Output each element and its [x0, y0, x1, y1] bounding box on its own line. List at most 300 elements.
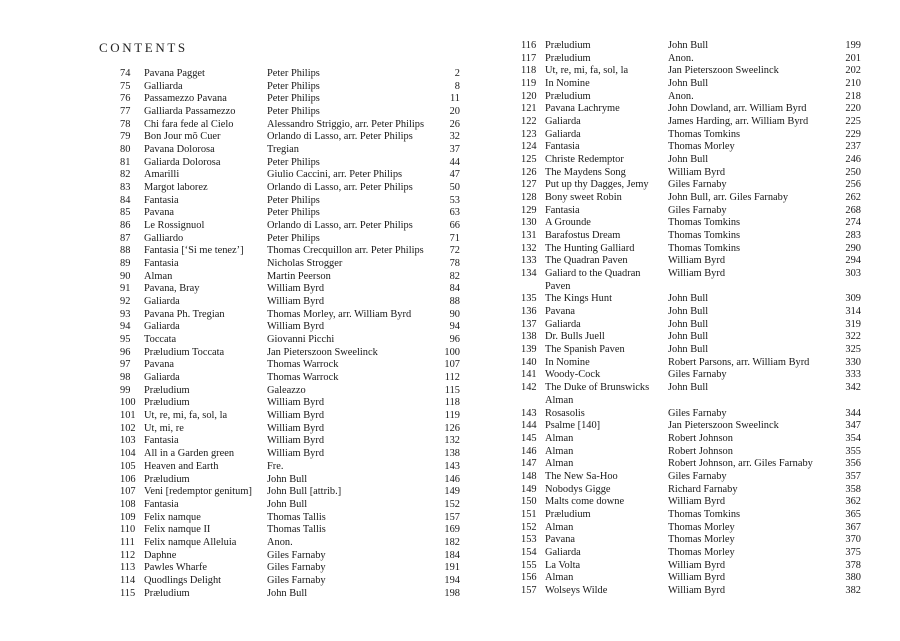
contents-entry — [120, 347, 460, 360]
entry-page: 146 — [444, 473, 460, 485]
entry-title: The Quadran Paven — [545, 255, 628, 267]
entry-page: 37 — [449, 144, 460, 156]
contents-entry — [120, 182, 460, 195]
entry-number: 76 — [120, 93, 131, 105]
entry-composer: Giles Farnaby — [267, 562, 326, 574]
entry-page: 256 — [845, 179, 861, 191]
contents-entry — [521, 230, 861, 243]
entry-title: Nobodys Gigge — [545, 483, 611, 495]
entry-page: 126 — [444, 422, 460, 434]
entry-number: 85 — [120, 207, 131, 219]
entry-number: 78 — [120, 118, 131, 130]
contents-entry — [521, 53, 861, 66]
entry-number: 119 — [521, 78, 537, 90]
entry-number: 100 — [120, 397, 136, 409]
entry-composer: Robert Parsons, arr. William Byrd — [668, 356, 810, 368]
entry-number: 103 — [120, 435, 136, 447]
entry-number: 81 — [120, 156, 131, 168]
entry-number: 77 — [120, 106, 131, 118]
entry-title: Pavana — [545, 534, 576, 546]
entry-page: 198 — [444, 587, 460, 599]
contents-entry — [120, 157, 460, 170]
entry-title: Galliarda — [144, 80, 183, 92]
entry-number: 86 — [120, 220, 131, 232]
entry-title: Fantasia — [144, 194, 179, 206]
entry-page: 358 — [845, 483, 861, 495]
contents-entry — [521, 408, 861, 421]
entry-title: Galiarda Dolorosa — [144, 156, 221, 168]
entry-page: 375 — [845, 546, 861, 558]
contents-entry — [521, 255, 861, 268]
entry-page: 157 — [444, 511, 460, 523]
entry-composer: William Byrd — [668, 166, 726, 178]
contents-entry — [521, 496, 861, 509]
entry-number: 153 — [521, 534, 537, 546]
entry-page: 107 — [444, 359, 460, 371]
entry-composer: John Bull — [668, 40, 709, 51]
entry-composer: Robert Johnson — [668, 445, 733, 457]
entry-number: 134 — [521, 268, 537, 280]
contents-entry — [120, 550, 460, 563]
contents-entry — [521, 268, 861, 293]
entry-title: Felix namque — [144, 511, 201, 523]
entry-page: 66 — [449, 220, 460, 232]
entry-page: 44 — [449, 156, 460, 168]
entry-composer: Peter Philips — [267, 194, 320, 206]
entry-composer: Thomas Warrock — [267, 372, 339, 384]
entry-number: 101 — [120, 410, 136, 422]
entry-number: 117 — [521, 52, 537, 64]
contents-entry — [521, 319, 861, 332]
entry-number: 148 — [521, 470, 537, 482]
entry-composer: Peter Philips — [267, 80, 320, 92]
entry-page: 262 — [845, 192, 861, 204]
entry-number: 125 — [521, 154, 537, 166]
entry-composer: Thomas Tomkins — [668, 508, 741, 520]
entry-composer: Martin Peerson — [267, 270, 331, 282]
entry-page: 303 — [845, 268, 861, 280]
entry-composer: William Byrd — [668, 255, 726, 267]
entry-composer: Peter Philips — [267, 93, 320, 105]
entry-page: 319 — [845, 318, 861, 330]
entry-page: 380 — [845, 572, 861, 584]
entry-page: 309 — [845, 293, 861, 305]
entry-title: Heaven and Earth — [144, 460, 219, 472]
entry-composer: Peter Philips — [267, 232, 320, 244]
contents-entry — [120, 385, 460, 398]
entry-number: 147 — [521, 458, 537, 470]
entry-composer: Tregian — [267, 144, 299, 156]
entry-title: Galiarda — [545, 318, 581, 330]
entry-number: 116 — [521, 40, 537, 51]
entry-number: 102 — [120, 422, 136, 434]
entry-number: 96 — [120, 346, 131, 358]
entry-number: 89 — [120, 258, 131, 270]
entry-page: 72 — [449, 245, 460, 257]
contents-entry — [521, 572, 861, 585]
entry-number: 156 — [521, 572, 537, 584]
entry-page: 71 — [449, 232, 460, 244]
entry-page: 382 — [845, 584, 861, 596]
entry-number: 139 — [521, 344, 537, 356]
entry-title: Galiarda — [545, 116, 581, 128]
contents-entry — [120, 537, 460, 550]
contents-entry — [120, 81, 460, 94]
entry-number: 137 — [521, 318, 537, 330]
entry-number: 131 — [521, 230, 537, 242]
entry-title: Galliardo — [144, 232, 184, 244]
entry-composer: John Bull — [668, 318, 709, 330]
contents-entry — [521, 103, 861, 116]
entry-title: The New Sa-Hoo — [545, 470, 618, 482]
contents-entry — [521, 534, 861, 547]
entry-number: 91 — [120, 283, 131, 295]
contents-entry — [521, 192, 861, 205]
entry-page: 250 — [845, 166, 861, 178]
entry-title: Bony sweet Robin — [545, 192, 622, 204]
entry-composer: Peter Philips — [267, 68, 320, 79]
entry-title: The Spanish Paven — [545, 344, 625, 356]
entry-page: 237 — [845, 141, 861, 153]
contents-entry — [120, 144, 460, 157]
entry-title: Alman — [545, 521, 574, 533]
entry-title: Præludium — [545, 52, 591, 64]
contents-entry — [120, 233, 460, 246]
entry-page: 365 — [845, 508, 861, 520]
entry-composer: Giles Farnaby — [668, 204, 727, 216]
entry-composer: Nicholas Strogger — [267, 258, 343, 270]
entry-number: 132 — [521, 242, 537, 254]
entry-title: Psalme [140] — [545, 420, 601, 432]
entry-composer: Giles Farnaby — [668, 470, 727, 482]
entry-title: Ut, mi, re — [144, 422, 184, 434]
entry-number: 133 — [521, 255, 537, 267]
entry-page: 11 — [449, 93, 460, 105]
entry-composer: Thomas Tomkins — [668, 230, 741, 242]
entry-composer: William Byrd — [267, 448, 325, 460]
entry-title: The Duke of Brunswicks Alman — [545, 382, 650, 406]
entry-page: 290 — [845, 242, 861, 254]
contents-entry — [120, 435, 460, 448]
entry-page: 342 — [845, 382, 861, 394]
entry-page: 119 — [444, 410, 460, 422]
entry-composer: Giles Farnaby — [668, 179, 727, 191]
entry-title: Pavana Lachryme — [545, 103, 620, 115]
entry-page: 63 — [449, 207, 460, 219]
entry-title: Pawles Wharfe — [144, 562, 207, 574]
entry-composer: John Bull — [668, 306, 709, 318]
entry-number: 127 — [521, 179, 537, 191]
entry-title: Passamezzo Pavana — [144, 93, 227, 105]
entry-number: 145 — [521, 432, 537, 444]
entry-composer: William Byrd — [267, 397, 325, 409]
contents-entry — [120, 499, 460, 512]
entry-composer: Thomas Morley — [668, 534, 735, 546]
entry-page: 268 — [845, 204, 861, 216]
entry-number: 118 — [521, 65, 537, 77]
entry-composer: John Bull — [267, 587, 308, 599]
entry-composer: John Bull — [668, 344, 709, 356]
entry-number: 120 — [521, 90, 537, 102]
entry-page: 220 — [845, 103, 861, 115]
entry-composer: William Byrd — [267, 283, 325, 295]
contents-entry — [521, 129, 861, 142]
contents-entry — [120, 309, 460, 322]
contents-entry — [120, 512, 460, 525]
entry-page: 115 — [444, 384, 460, 396]
entry-composer: Alessandro Striggio, arr. Peter Philips — [267, 118, 425, 130]
entry-composer: Thomas Morley, arr. William Byrd — [267, 308, 412, 320]
entry-title: Galiarda — [545, 128, 581, 140]
entry-composer: John Bull — [668, 78, 709, 90]
entry-composer: John Bull — [267, 498, 308, 510]
contents-column-right — [521, 40, 861, 598]
entry-title: Felix namque Alleluia — [144, 536, 237, 548]
entry-number: 149 — [521, 483, 537, 495]
entry-title: Christe Redemptor — [545, 154, 624, 166]
entry-composer: Orlando di Lasso, arr. Peter Philips — [267, 131, 413, 143]
entry-page: 94 — [449, 321, 460, 333]
entry-number: 107 — [120, 486, 136, 498]
entry-title: Margot laborez — [144, 182, 208, 194]
entry-title: Alman — [545, 432, 574, 444]
entry-composer: John Bull — [668, 382, 709, 394]
contents-entry — [120, 486, 460, 499]
entry-page: 314 — [845, 306, 861, 318]
entry-composer: Giulio Caccini, arr. Peter Philips — [267, 169, 403, 181]
contents-entry — [521, 205, 861, 218]
entry-composer: Jan Pieterszoon Sweelinck — [668, 420, 779, 432]
contents-entry — [120, 106, 460, 119]
entry-page: 225 — [845, 116, 861, 128]
contents-entry — [521, 420, 861, 433]
entry-title: Alman — [545, 572, 574, 584]
contents-entry — [120, 68, 460, 81]
entry-page: 90 — [449, 308, 460, 320]
entry-number: 113 — [120, 562, 136, 574]
entry-composer: Peter Philips — [267, 156, 320, 168]
entry-composer: William Byrd — [267, 321, 325, 333]
entry-title: Præludium Toccata — [144, 346, 225, 358]
entry-number: 114 — [120, 574, 136, 586]
entry-page: 357 — [845, 470, 861, 482]
entry-title: Alman — [545, 458, 574, 470]
entry-page: 218 — [845, 90, 861, 102]
entry-number: 97 — [120, 359, 131, 371]
entry-title: The Kings Hunt — [545, 293, 612, 305]
entry-number: 150 — [521, 496, 537, 508]
entry-page: 294 — [845, 255, 861, 267]
entry-number: 126 — [521, 166, 537, 178]
entry-composer: Thomas Morley — [668, 141, 735, 153]
entry-title: Galiarda — [144, 321, 180, 333]
entry-number: 83 — [120, 182, 131, 194]
contents-entry — [120, 588, 460, 601]
contents-entry — [521, 306, 861, 319]
contents-entry — [120, 169, 460, 182]
entry-number: 80 — [120, 144, 131, 156]
contents-entry — [521, 293, 861, 306]
entry-title: Pavana Pagget — [144, 68, 205, 79]
entry-page: 283 — [845, 230, 861, 242]
entry-title: A Grounde — [545, 217, 591, 229]
contents-entry — [120, 410, 460, 423]
entry-page: 201 — [845, 52, 861, 64]
entry-page: 47 — [449, 169, 460, 181]
entry-number: 99 — [120, 384, 131, 396]
contents-entry — [120, 296, 460, 309]
contents-entry — [521, 40, 861, 53]
entry-number: 157 — [521, 584, 537, 596]
entry-title: Daphne — [144, 549, 177, 561]
contents-entry — [120, 195, 460, 208]
contents-entry — [521, 522, 861, 535]
entry-page: 149 — [444, 486, 460, 498]
entry-number: 136 — [521, 306, 537, 318]
entry-number: 95 — [120, 334, 131, 346]
contents-entry — [521, 458, 861, 471]
entry-composer: Giles Farnaby — [668, 407, 727, 419]
entry-page: 169 — [444, 524, 460, 536]
entry-title: Toccata — [144, 334, 177, 346]
entry-page: 184 — [444, 549, 460, 561]
entry-title: Wolseys Wilde — [545, 584, 608, 596]
entry-title: Fantasia — [144, 258, 179, 270]
entry-title: Ut, re, mi, fa, sol, la — [545, 65, 629, 77]
entry-title: Barafostus Dream — [545, 230, 621, 242]
entry-page: 202 — [845, 65, 861, 77]
entry-composer: William Byrd — [267, 435, 325, 447]
entry-title: Præludium — [545, 40, 591, 51]
contents-entry — [120, 258, 460, 271]
entry-composer: Giles Farnaby — [267, 549, 326, 561]
entry-composer: John Bull — [668, 331, 709, 343]
entry-composer: John Bull [attrib.] — [267, 486, 342, 498]
entry-composer: William Byrd — [668, 584, 726, 596]
entry-title: Ut, re, mi, fa, sol, la — [144, 410, 228, 422]
entry-title: Felix namque II — [144, 524, 211, 536]
entry-title: Galiarda — [144, 296, 180, 308]
contents-entry — [120, 474, 460, 487]
entry-title: Pavana — [144, 207, 175, 219]
entry-title: Præludium — [144, 587, 190, 599]
entry-page: 78 — [449, 258, 460, 270]
entry-number: 105 — [120, 460, 136, 472]
entry-composer: Thomas Tomkins — [668, 217, 741, 229]
entry-title: Dr. Bulls Juell — [545, 331, 605, 343]
contents-entry — [120, 271, 460, 284]
contents-entry — [120, 461, 460, 474]
entry-composer: Thomas Crecquillon arr. Peter Philips — [267, 245, 424, 257]
entry-title: Præludium — [144, 473, 190, 485]
entry-composer: Robert Johnson, arr. Giles Farnaby — [668, 458, 813, 470]
contents-entry — [521, 217, 861, 230]
contents-entry — [521, 560, 861, 573]
entry-composer: Fre. — [267, 460, 284, 472]
entry-title: Veni [redemptor genitum] — [144, 486, 252, 498]
contents-entry — [120, 131, 460, 144]
entry-composer: Anon. — [668, 90, 694, 102]
entry-title: Galiard to the Quadran Paven — [545, 268, 641, 292]
entry-composer: Anon. — [668, 52, 694, 64]
entry-page: 118 — [444, 397, 460, 409]
entry-number: 138 — [521, 331, 537, 343]
entry-number: 124 — [521, 141, 537, 153]
entry-number: 93 — [120, 308, 131, 320]
entry-number: 123 — [521, 128, 537, 140]
entry-title: Præludium — [144, 384, 190, 396]
entry-composer: Robert Johnson — [668, 432, 733, 444]
entry-composer: Thomas Tomkins — [668, 128, 741, 140]
entry-number: 84 — [120, 194, 131, 206]
entry-composer: Thomas Tallis — [267, 511, 326, 523]
contents-entry — [120, 283, 460, 296]
entry-composer: John Dowland, arr. William Byrd — [668, 103, 807, 115]
contents-entry — [521, 141, 861, 154]
entry-page: 325 — [845, 344, 861, 356]
contents-entry — [521, 585, 861, 598]
entry-number: 130 — [521, 217, 537, 229]
entry-page: 82 — [449, 270, 460, 282]
entry-page: 367 — [845, 521, 861, 533]
entry-title: All in a Garden green — [144, 448, 235, 460]
entry-page: 2 — [454, 68, 460, 79]
entry-page: 32 — [449, 131, 460, 143]
entry-composer: John Bull — [668, 154, 709, 166]
entry-number: 92 — [120, 296, 131, 308]
entry-page: 344 — [845, 407, 861, 419]
entry-number: 121 — [521, 103, 537, 115]
entry-title: Pavana — [144, 359, 175, 371]
contents-entry — [521, 369, 861, 382]
entry-composer: Orlando di Lasso, arr. Peter Philips — [267, 182, 413, 194]
contents-heading: CONTENTS — [99, 40, 188, 55]
entry-number: 94 — [120, 321, 131, 333]
entry-page: 100 — [444, 346, 460, 358]
entry-page: 347 — [845, 420, 861, 432]
entry-title: Le Rossignuol — [144, 220, 205, 232]
contents-entry — [521, 433, 861, 446]
contents-entry — [521, 331, 861, 344]
entry-page: 143 — [444, 460, 460, 472]
entry-page: 20 — [449, 106, 460, 118]
entry-page: 138 — [444, 448, 460, 460]
entry-number: 155 — [521, 559, 537, 571]
entry-number: 135 — [521, 293, 537, 305]
entry-title: Fantasia — [545, 204, 580, 216]
contents-entry — [521, 65, 861, 78]
entry-number: 88 — [120, 245, 131, 257]
contents-entry — [120, 448, 460, 461]
entry-title: Pavana, Bray — [144, 283, 200, 295]
entry-number: 104 — [120, 448, 136, 460]
contents-entry — [120, 207, 460, 220]
contents-entry — [120, 562, 460, 575]
entry-title: Quodlings Delight — [144, 574, 222, 586]
entry-title: Fantasia [‘Si me tenez’] — [144, 245, 244, 257]
entry-page: 8 — [454, 80, 460, 92]
entry-composer: Thomas Tomkins — [668, 242, 741, 254]
entry-page: 26 — [449, 118, 460, 130]
entry-title: Chi fara fede al Cielo — [144, 118, 234, 130]
entry-page: 50 — [449, 182, 460, 194]
entry-title: In Nomine — [545, 356, 590, 368]
entry-title: Put up thy Dagges, Jemy — [545, 179, 649, 191]
contents-entry — [120, 372, 460, 385]
entry-page: 333 — [845, 369, 861, 381]
entry-title: In Nomine — [545, 78, 590, 90]
entry-number: 98 — [120, 372, 131, 384]
